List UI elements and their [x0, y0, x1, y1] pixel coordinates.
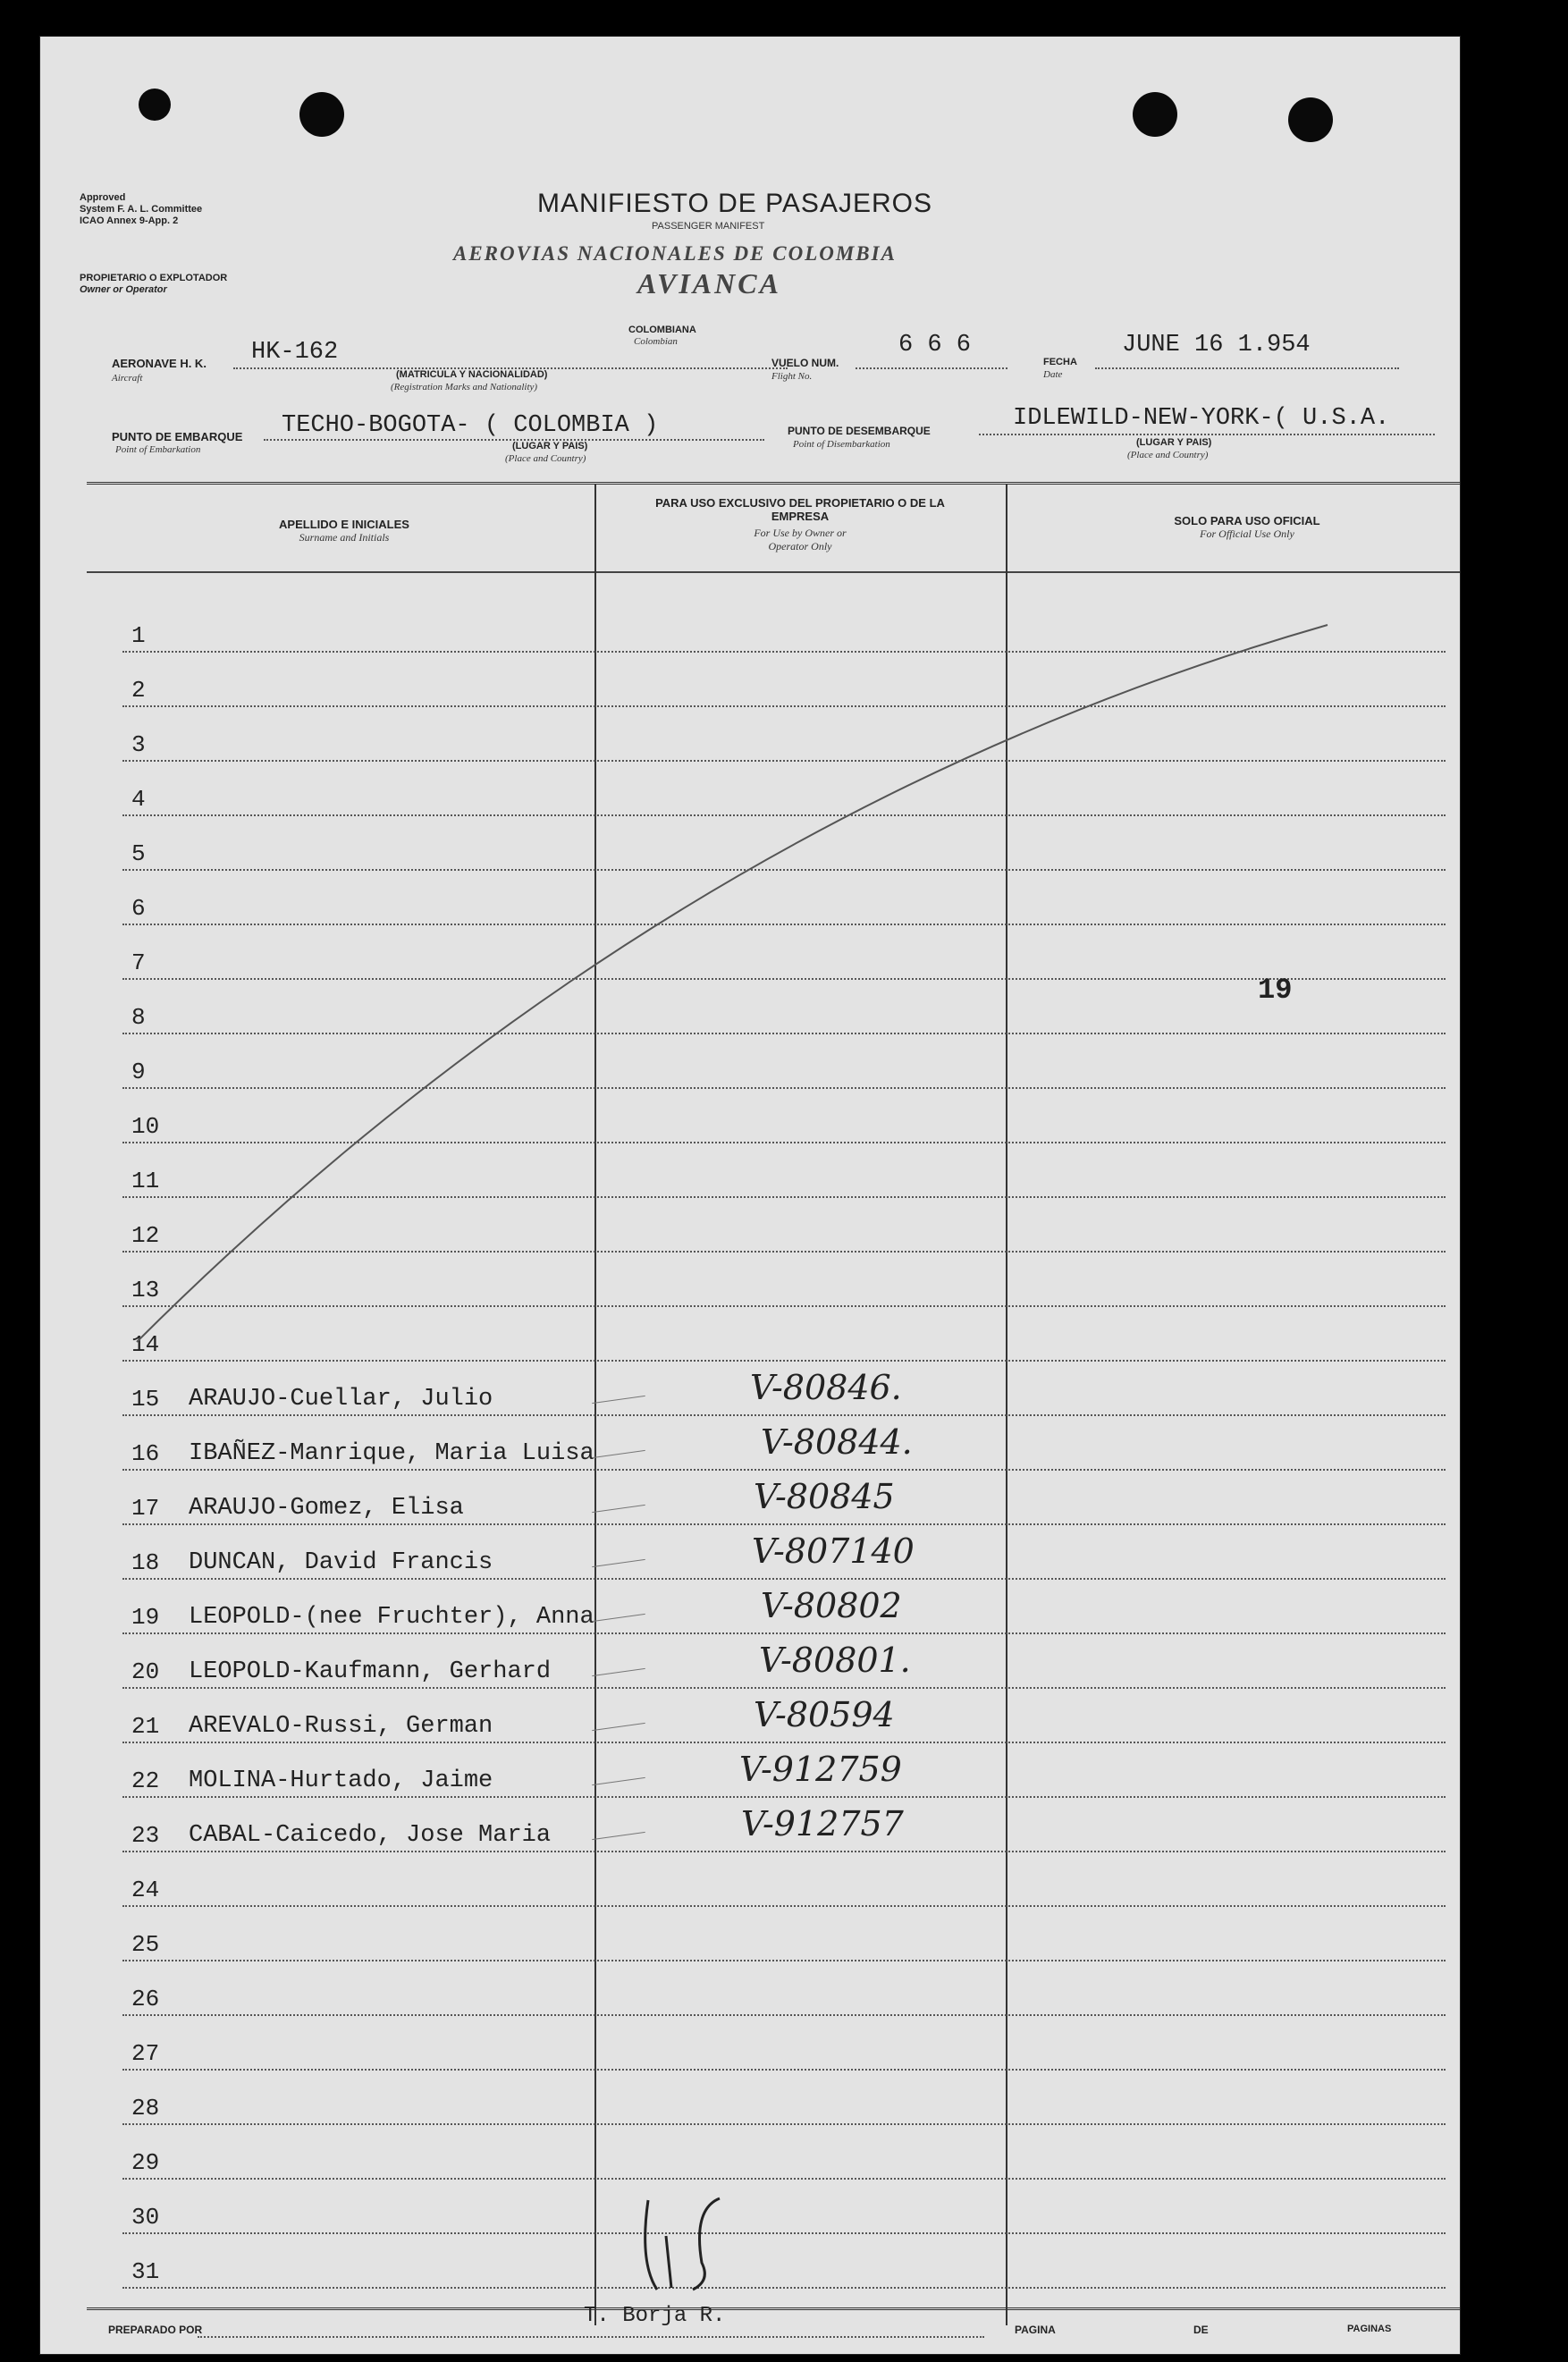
- passenger-name: MOLINA-Hurtado, Jaime: [189, 1767, 493, 1794]
- ticket-code: V-80845: [754, 1477, 895, 1516]
- passenger-name: LEOPOLD-(nee Fruchter), Anna: [189, 1604, 594, 1631]
- embark-point: TECHO-BOGOTA- ( COLOMBIA ): [282, 412, 659, 439]
- passenger-name: ARAUJO-Gomez, Elisa: [189, 1495, 464, 1522]
- passenger-name: IBAÑEZ-Manrique, Maria Luisa: [189, 1440, 594, 1467]
- row-number: 19: [131, 1604, 160, 1631]
- row-number: 7: [131, 949, 146, 976]
- registration-label: (MATRICULA Y NACIONALIDAD): [396, 369, 548, 380]
- disembark-label-en: Point of Disembarkation: [793, 439, 890, 450]
- page-title-en: PASSENGER MANIFEST: [652, 221, 765, 232]
- nationality: COLOMBIANA: [628, 325, 696, 335]
- row-number: 31: [131, 2258, 160, 2285]
- flight-number: 6 6 6: [898, 332, 972, 359]
- ticket-code: V-80844.: [761, 1422, 913, 1462]
- aircraft-label: AERONAVE H. K.: [112, 357, 207, 370]
- row-number: 28: [131, 2095, 160, 2122]
- page-label: PAGINA: [1015, 2324, 1056, 2336]
- row-number: 9: [131, 1059, 146, 1085]
- row-number: 30: [131, 2204, 160, 2231]
- airline-short: AVIANCA: [637, 267, 781, 299]
- owner-label: PROPIETARIO O EXPLOTADOR Owner or Operator: [80, 273, 228, 295]
- prepared-label: PREPARADO POR: [108, 2324, 203, 2336]
- date-label-en: Date: [1043, 369, 1063, 380]
- disembark-place-label: (LUGAR Y PAIS): [1136, 437, 1212, 448]
- row-number: 23: [131, 1822, 160, 1849]
- row-number: 12: [131, 1222, 160, 1249]
- ticket-code: V-80802: [761, 1586, 902, 1625]
- passenger-name: DUNCAN, David Francis: [189, 1549, 493, 1576]
- row-number: 20: [131, 1658, 160, 1685]
- nationality-en: Colombian: [634, 336, 678, 347]
- embark-label: PUNTO DE EMBARQUE: [112, 430, 243, 443]
- ticket-code: V-912757: [741, 1804, 904, 1843]
- column-header-official: SOLO PARA USO OFICIAL For Official Use Only: [1174, 514, 1320, 540]
- disembark-point: IDLEWILD-NEW-YORK-( U.S.A.: [1013, 405, 1390, 432]
- row-number: 5: [131, 840, 146, 867]
- row-number: 22: [131, 1767, 160, 1794]
- aircraft-registration: HK-162: [251, 339, 339, 366]
- row-number: 25: [131, 1931, 160, 1958]
- row-number: 17: [131, 1495, 160, 1522]
- flight-label-en: Flight No.: [771, 371, 813, 382]
- row-number: 14: [131, 1331, 160, 1358]
- row-number: 4: [131, 786, 146, 813]
- disembark-label: PUNTO DE DESEMBARQUE: [788, 425, 931, 437]
- row-number: 27: [131, 2040, 160, 2067]
- row-number: 18: [131, 1549, 160, 1576]
- manifest-sheet: [39, 36, 1461, 2355]
- prepared-line: [198, 2336, 984, 2338]
- passenger-name: LEOPOLD-Kaufmann, Gerhard: [189, 1658, 552, 1685]
- ticket-code: V-80801.: [759, 1641, 911, 1680]
- column-header-operator: PARA USO EXCLUSIVO DEL PROPIETARIO O DE LA EMPRESA For Use by Owner or Operator Only: [655, 496, 945, 553]
- ticket-code: V-80594: [754, 1695, 895, 1734]
- column-header-surname: APELLIDO E INICIALES Surname and Initials: [279, 518, 409, 544]
- passenger-name: CABAL-Caicedo, Jose Maria: [189, 1822, 552, 1849]
- ticket-code: V-80846.: [750, 1368, 902, 1407]
- ticket-code: V-807140: [752, 1531, 915, 1571]
- date-label: FECHA: [1043, 357, 1077, 367]
- row-number: 1: [131, 622, 146, 649]
- row-number: 16: [131, 1440, 160, 1467]
- embark-place-label: (LUGAR Y PAIS): [512, 441, 588, 451]
- row-number: 6: [131, 895, 146, 922]
- passenger-name: ARAUJO-Cuellar, Julio: [189, 1386, 493, 1413]
- row-number: 21: [131, 1713, 160, 1740]
- cancel-stroke: [40, 37, 1460, 2354]
- row-number: 29: [131, 2149, 160, 2176]
- row-number: 26: [131, 1986, 160, 2012]
- row-number: 13: [131, 1277, 160, 1303]
- ticket-code: V-912759: [739, 1750, 902, 1789]
- signature: [630, 2182, 791, 2307]
- prepared-by: T. Borja R.: [584, 2304, 726, 2328]
- airline-name: AEROVIAS NACIONALES DE COLOMBIA: [453, 242, 897, 265]
- row-number: 3: [131, 731, 146, 758]
- disembark-place-label-en: (Place and Country): [1127, 450, 1209, 460]
- row-number: 8: [131, 1004, 146, 1031]
- row-number: 10: [131, 1113, 160, 1140]
- row-number: 24: [131, 1877, 160, 1903]
- embark-label-en: Point of Embarkation: [115, 444, 201, 455]
- passenger-name: AREVALO-Russi, German: [189, 1713, 493, 1740]
- official-mark: 19: [1258, 974, 1293, 1007]
- flight-label: VUELO NUM.: [771, 357, 839, 369]
- of-label: DE: [1193, 2324, 1209, 2336]
- row-number: 2: [131, 677, 146, 704]
- flight-date: JUNE 16 1.954: [1122, 332, 1311, 359]
- pages-label: PAGINAS: [1347, 2324, 1392, 2334]
- row-number: 11: [131, 1168, 160, 1194]
- embark-place-label-en: (Place and Country): [505, 453, 586, 464]
- aircraft-label-en: Aircraft: [112, 373, 143, 384]
- row-number: 15: [131, 1386, 160, 1413]
- registration-label-en: (Registration Marks and Nationality): [391, 382, 538, 392]
- page-title: MANIFIESTO DE PASAJEROS: [537, 189, 932, 218]
- approval-note: Approved System F. A. L. Committee ICAO Annex 9-App. 2: [80, 192, 203, 226]
